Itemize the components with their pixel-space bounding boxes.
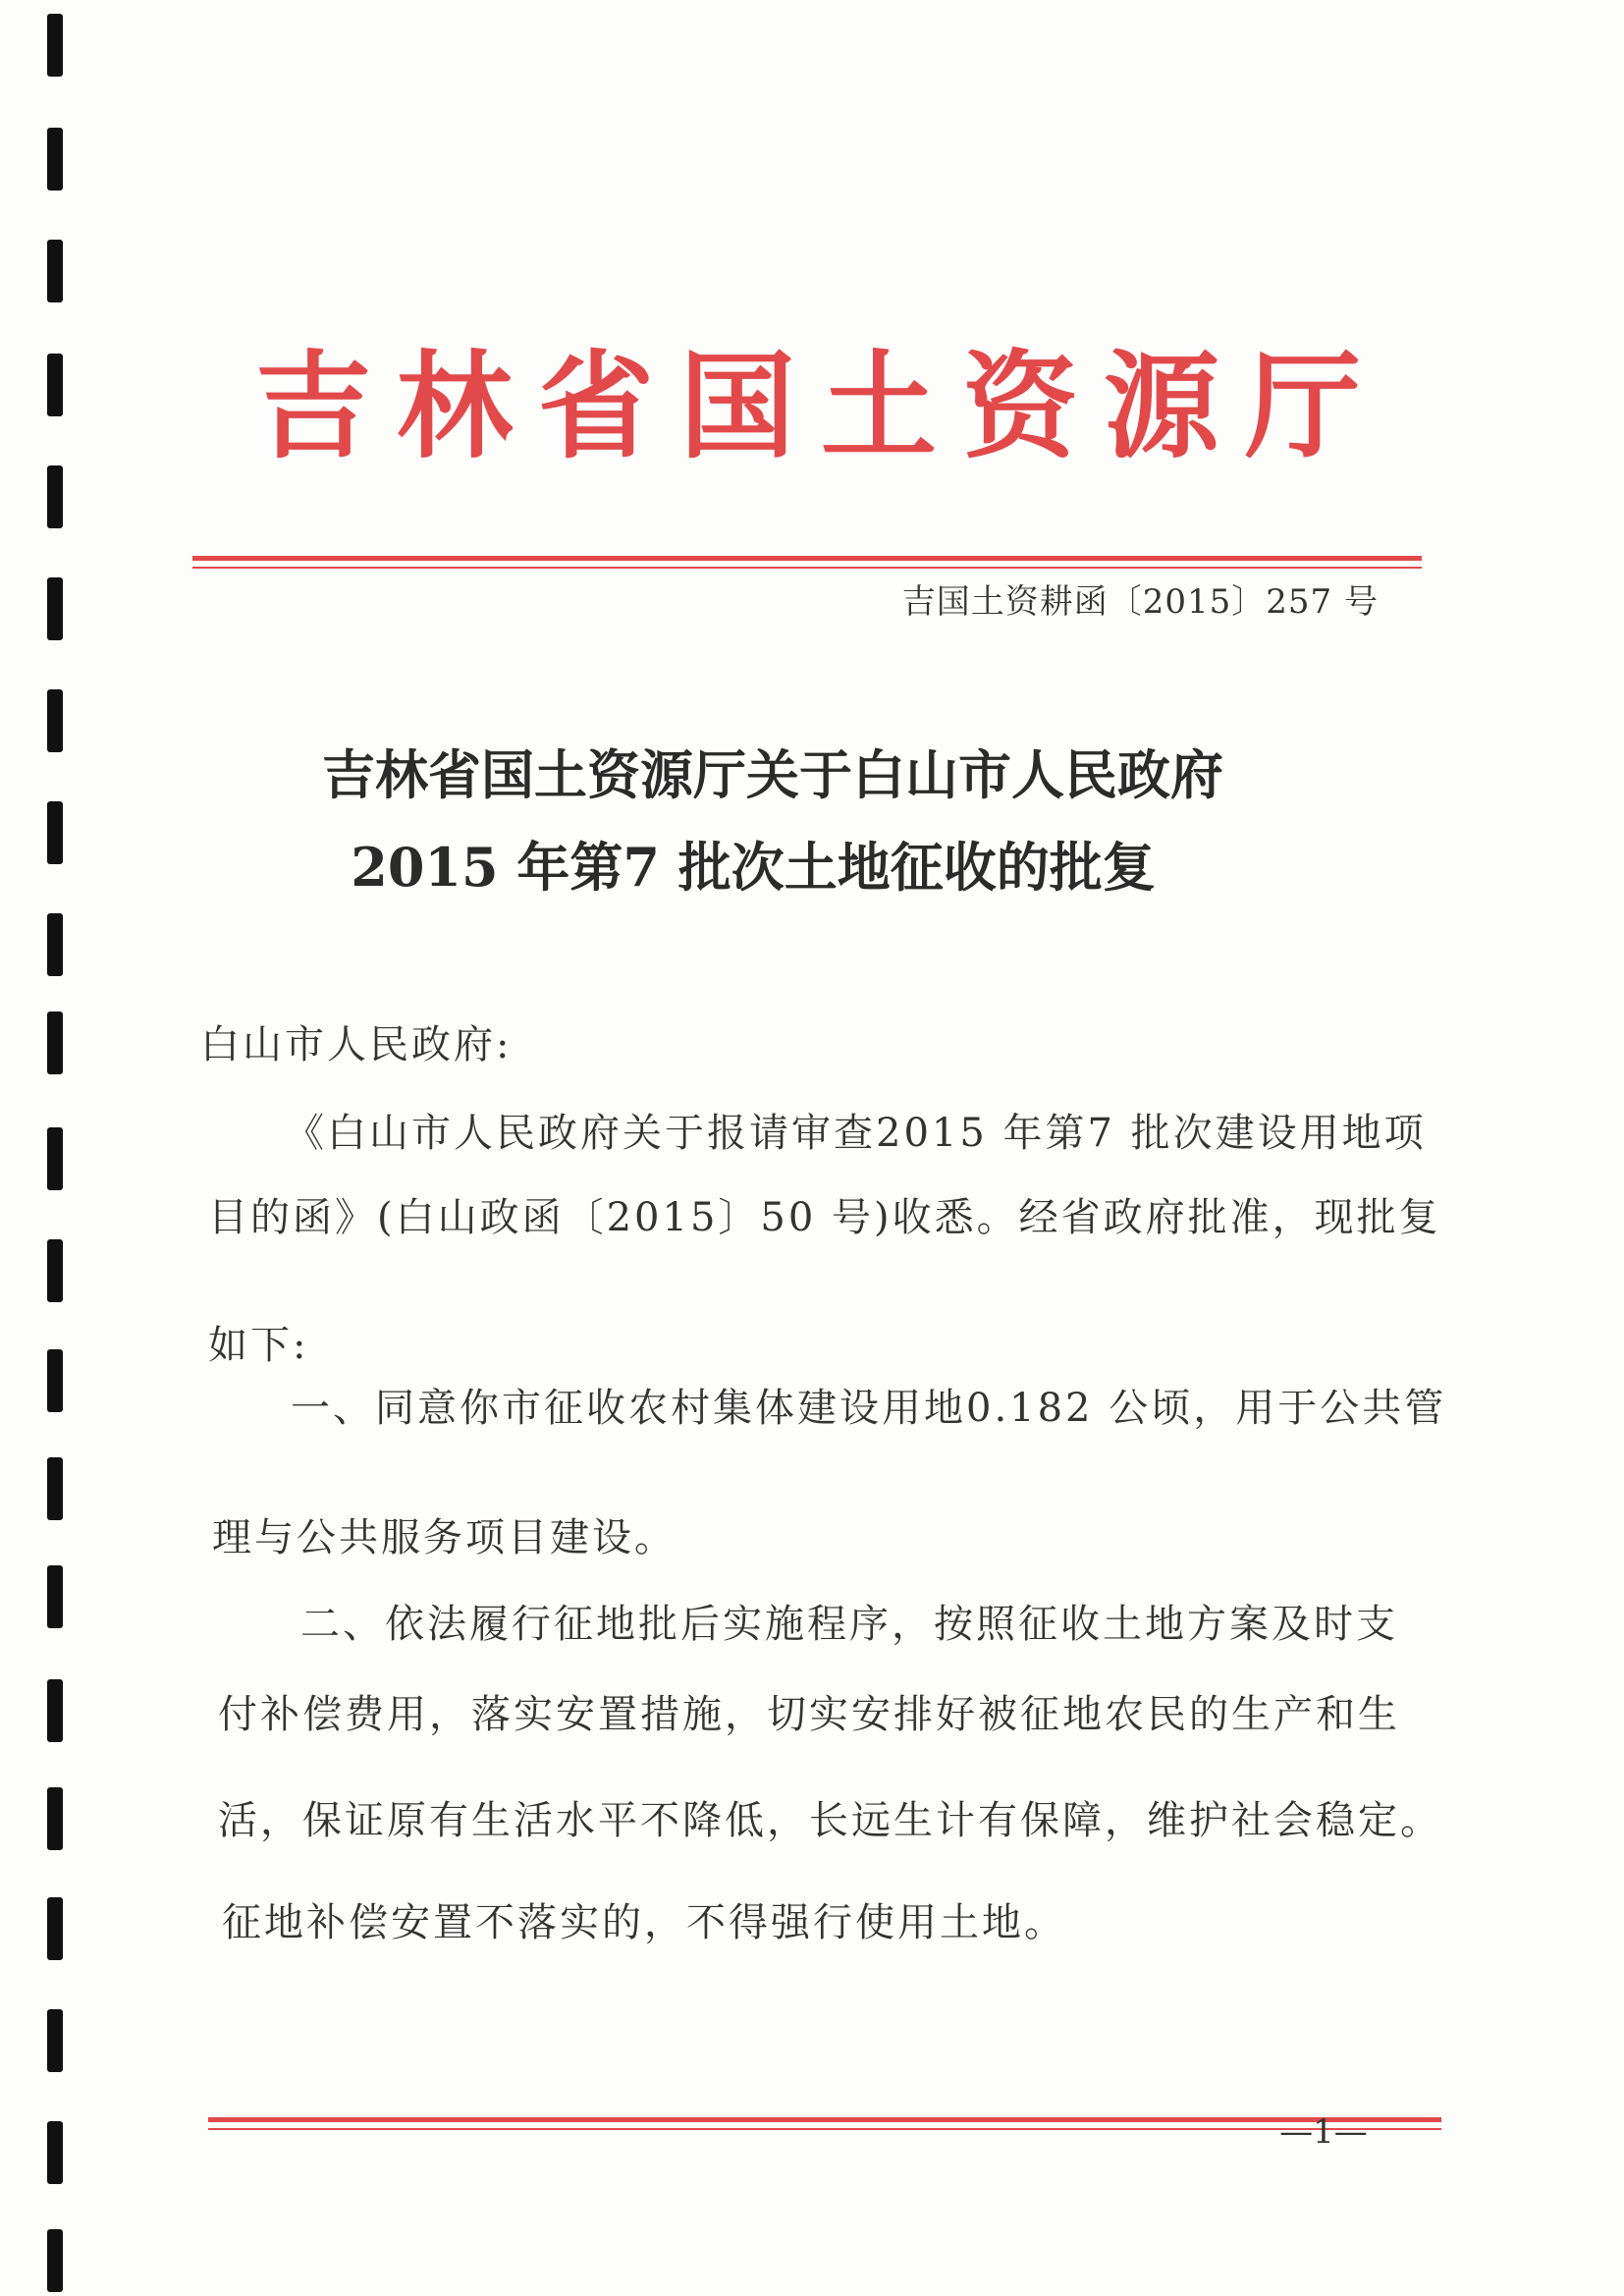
binding-mark xyxy=(47,913,63,976)
document-number: 吉国土资耕函〔2015〕257 号 xyxy=(901,582,1379,622)
binding-mark xyxy=(47,1787,63,1850)
body-line: 付补偿费用，落实安置措施，切实安排好被征地农民的生产和生 xyxy=(218,1692,1400,1737)
addressee: 白山市人民政府: xyxy=(200,1022,513,1067)
binding-mark xyxy=(47,2121,63,2184)
document-title-line-2: 2015 年第7 批次土地征收的批复 xyxy=(351,836,1156,899)
binding-mark xyxy=(47,354,63,416)
body-line: 理与公共服务项目建设。 xyxy=(212,1515,677,1560)
body-line: 活，保证原有生活水平不降低，长远生计有保障，维护社会稳定。 xyxy=(218,1798,1442,1843)
binding-mark xyxy=(47,1897,63,1960)
binding-mark xyxy=(47,1239,63,1302)
binding-mark xyxy=(47,1457,63,1520)
letterhead-title: 吉林省国土资源厅 xyxy=(255,338,1387,474)
body-line: 目的函》(白山政函〔2015〕50 号)收悉。经省政府批准，现批复 xyxy=(208,1195,1441,1240)
body-line: 征地补偿安置不落实的，不得强行使用土地。 xyxy=(222,1900,1066,1945)
body-line: 如下: xyxy=(208,1323,309,1368)
page-number: —1— xyxy=(1279,2112,1368,2152)
binding-mark xyxy=(47,1565,63,1628)
binding-mark xyxy=(47,689,63,752)
binding-mark xyxy=(47,1127,63,1190)
document-title-line-1: 吉林省国土资源厅关于白山市人民政府 xyxy=(322,743,1223,806)
binding-mark xyxy=(47,465,63,528)
binding-mark xyxy=(47,2009,63,2072)
binding-mark xyxy=(47,1349,63,1412)
binding-mark xyxy=(47,240,63,302)
body-line: 一、同意你市征收农村集体建设用地0.182 公顷，用于公共管 xyxy=(291,1386,1447,1431)
body-line: 《白山市人民政府关于报请审查2015 年第7 批次建设用地项 xyxy=(285,1111,1427,1156)
binding-mark xyxy=(47,128,63,191)
binding-mark xyxy=(47,1011,63,1074)
binding-mark xyxy=(47,2229,63,2292)
binding-mark xyxy=(47,1679,63,1742)
binding-mark xyxy=(47,577,63,640)
body-line: 二、依法履行征地批后实施程序，按照征收土地方案及时支 xyxy=(300,1602,1398,1647)
binding-mark xyxy=(47,14,63,77)
binding-holes xyxy=(43,0,73,2296)
